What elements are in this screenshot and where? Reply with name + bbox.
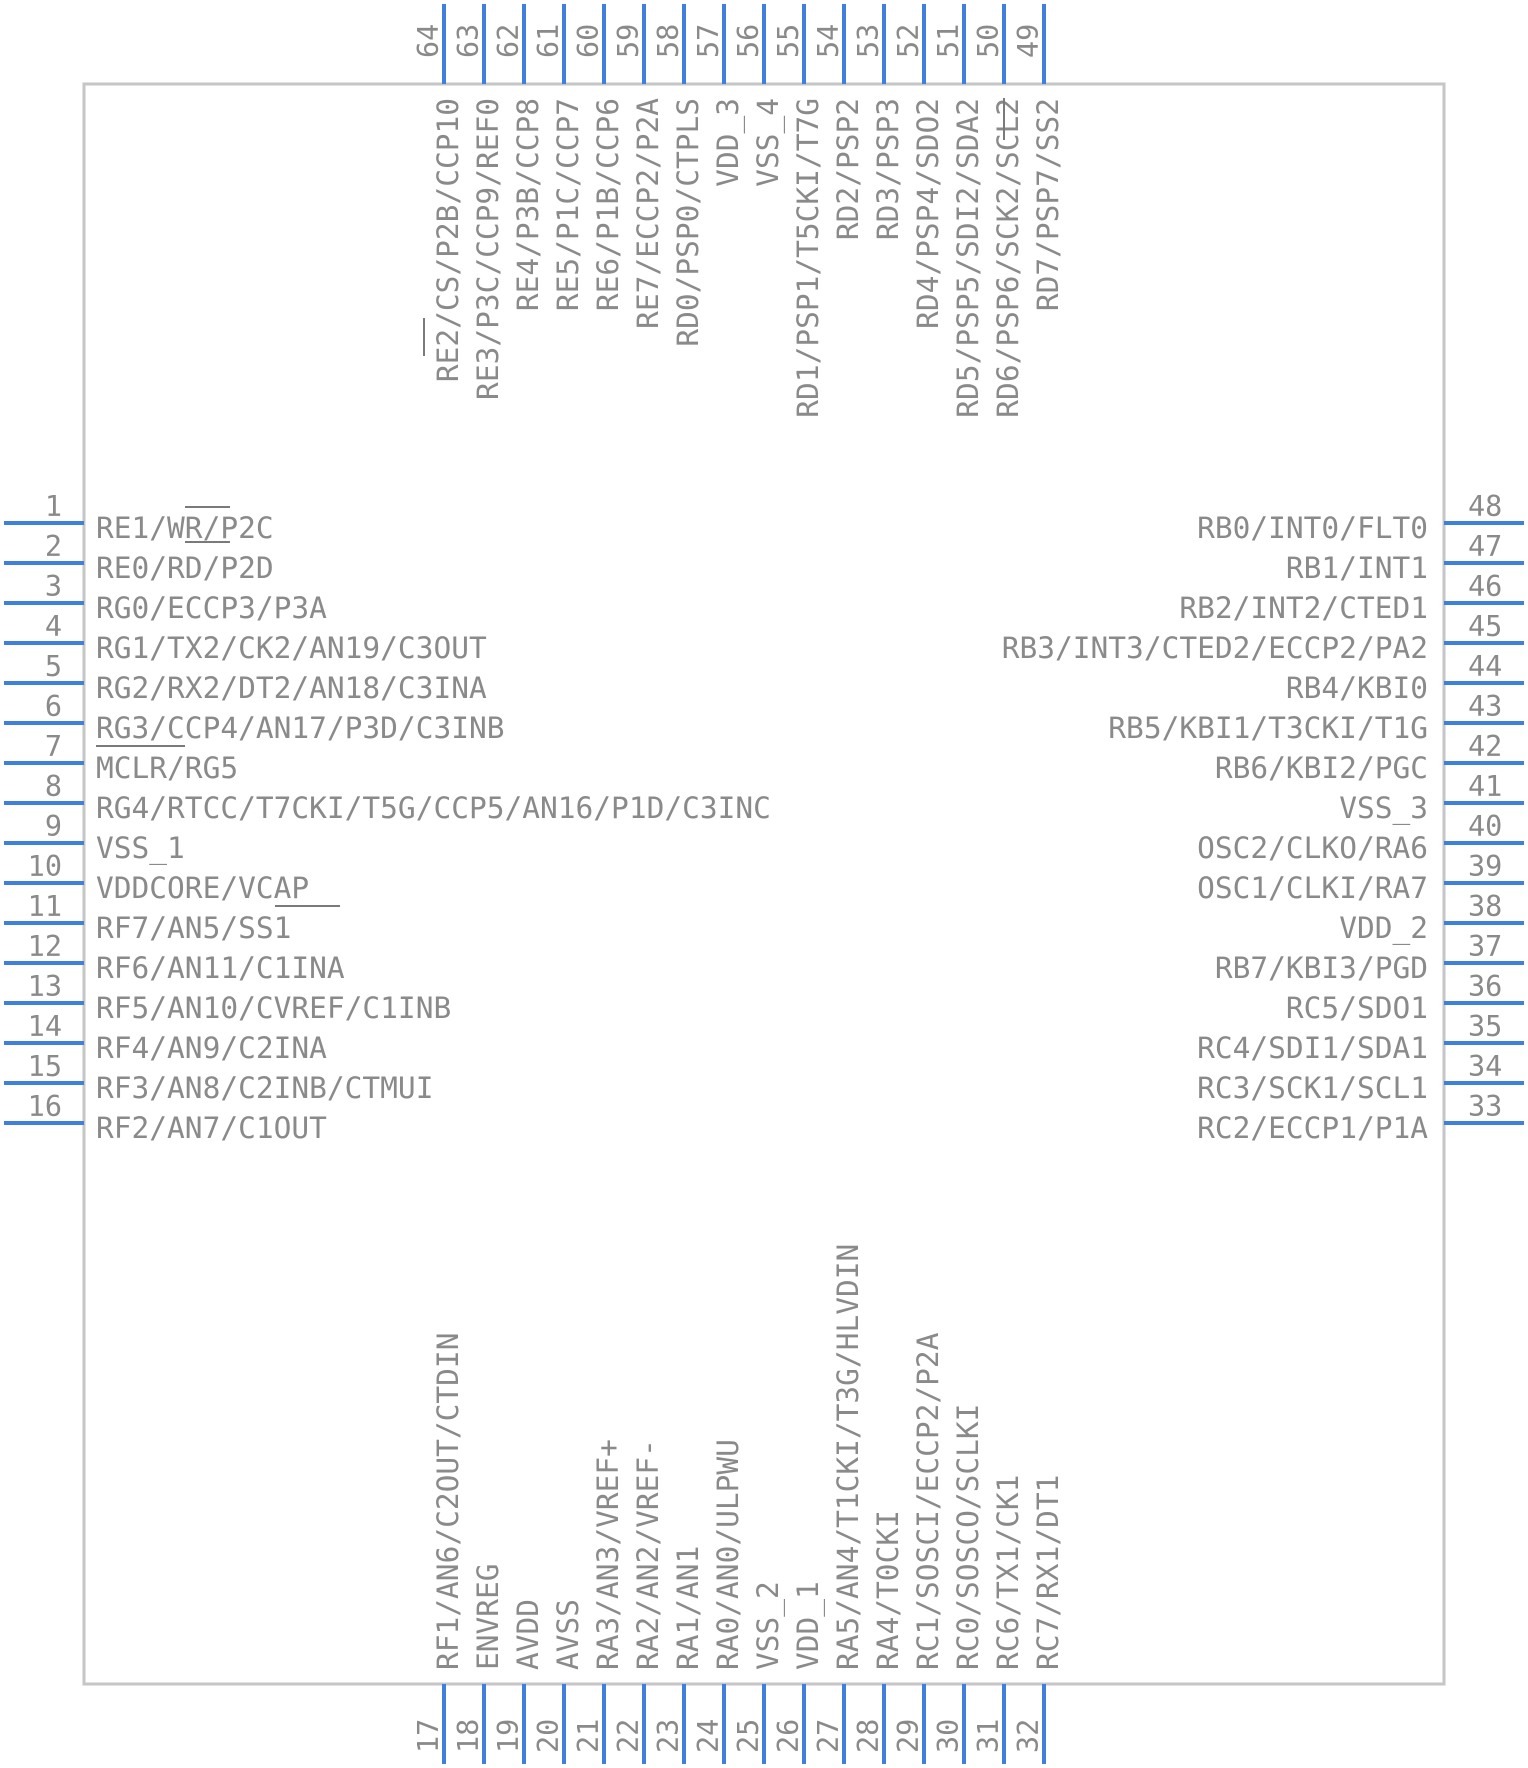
- pin-name: VDD_1: [791, 1581, 825, 1670]
- right-pin-group: [1002, 490, 1524, 1145]
- pin-number: 33: [1468, 1090, 1503, 1123]
- pin-number: 16: [27, 1090, 62, 1123]
- pin-name: RB4/KBI0: [1285, 671, 1428, 705]
- pin-name: RC0/SOSCO/SCLKI: [951, 1403, 985, 1670]
- pin-number: 2: [44, 530, 62, 563]
- pin-number: 31: [972, 1718, 1005, 1753]
- pin-number: 4: [44, 610, 62, 643]
- pin-number: 32: [1012, 1718, 1045, 1753]
- pin-number: 1: [44, 490, 62, 523]
- pin-name: VDD_2: [1339, 911, 1428, 945]
- pin-name: RE0/RD/P2D: [96, 551, 274, 585]
- pin-number: 29: [892, 1718, 925, 1753]
- pin-name: OSC2/CLKO/RA6: [1197, 831, 1428, 865]
- pin-number: 42: [1468, 730, 1503, 763]
- pin-number: 20: [532, 1718, 565, 1753]
- pin-name: RA4/T0CKI: [871, 1510, 905, 1670]
- pin-number: 39: [1468, 850, 1503, 883]
- pin-number: 45: [1468, 610, 1503, 643]
- pin-name: RG1/TX2/CK2/AN19/C3OUT: [96, 631, 487, 665]
- pin-number: 23: [652, 1718, 685, 1753]
- pin-name: RA1/AN1: [671, 1545, 705, 1670]
- pin-number: 51: [932, 23, 965, 58]
- pin-number: 26: [772, 1718, 805, 1753]
- pin-name: RF3/AN8/C2INB/CTMUI: [96, 1071, 434, 1105]
- pin-number: 40: [1468, 810, 1503, 843]
- pin-number: 9: [44, 810, 62, 843]
- pin-number: 5: [44, 650, 62, 683]
- pin-number: 30: [932, 1718, 965, 1753]
- pin-number: 49: [1012, 23, 1045, 58]
- pin-number: 38: [1468, 890, 1503, 923]
- pin-name: RE5/P1C/CCP7: [551, 98, 585, 312]
- pin-number: 28: [852, 1718, 885, 1753]
- pin-number: 60: [572, 23, 605, 58]
- pin-name: RG0/ECCP3/P3A: [96, 591, 327, 625]
- pin-name: VSS_2: [751, 1581, 785, 1670]
- pin-number: 19: [492, 1718, 525, 1753]
- pin-number: 7: [44, 730, 62, 763]
- pin-number: 59: [612, 23, 645, 58]
- pin-number: 34: [1468, 1050, 1503, 1083]
- pin-name: VSS_1: [96, 831, 185, 865]
- pin-name: RB2/INT2/CTED1: [1179, 591, 1428, 625]
- pin-name: VDD_3: [711, 98, 745, 187]
- pin-number: 48: [1468, 490, 1503, 523]
- pin-number: 21: [572, 1718, 605, 1753]
- pin-name: RB1/INT1: [1285, 551, 1428, 585]
- pin-name: RB7/KBI3/PGD: [1214, 951, 1428, 985]
- pin-number: 52: [892, 23, 925, 58]
- pin-number: 53: [852, 23, 885, 58]
- pin-number: 63: [452, 23, 485, 58]
- pin-name: RC1/SOSCI/ECCP2/P2A: [911, 1332, 945, 1670]
- pin-name: RC7/RX1/DT1: [1031, 1474, 1065, 1670]
- pin-name: RE3/P3C/CCP9/REF0: [471, 98, 505, 400]
- pin-name: ENVREG: [471, 1563, 505, 1670]
- pin-name: RF7/AN5/SS1: [96, 911, 292, 945]
- pin-name: RE1/WR/P2C: [96, 511, 274, 545]
- pin-number: 44: [1468, 650, 1503, 683]
- pin-name: RF6/AN11/C1INA: [96, 951, 345, 985]
- pin-name: RF2/AN7/C1OUT: [96, 1111, 327, 1145]
- pin-name: VDDCORE/VCAP: [96, 871, 310, 905]
- pin-number: 56: [732, 23, 765, 58]
- pin-number: 22: [612, 1718, 645, 1753]
- pin-name: RD6/PSP6/SCK2/SCL2: [991, 98, 1025, 418]
- pin-name: RE6/P1B/CCP6: [591, 98, 625, 312]
- pin-name: RD5/PSP5/SDI2/SDA2: [951, 98, 985, 418]
- pin-name: RB5/KBI1/T3CKI/T1G: [1108, 711, 1428, 745]
- pin-number: 37: [1468, 930, 1503, 963]
- pin-name: RA0/AN0/ULPWU: [711, 1439, 745, 1670]
- pin-name: VSS_4: [751, 98, 785, 187]
- pin-number: 64: [412, 23, 445, 58]
- pin-name: RF5/AN10/CVREF/C1INB: [96, 991, 452, 1025]
- pin-number: 57: [692, 23, 725, 58]
- pin-name: RD0/PSP0/CTPLS: [671, 98, 705, 347]
- pin-number: 12: [27, 930, 62, 963]
- pin-name: RG2/RX2/DT2/AN18/C3INA: [96, 671, 487, 705]
- pin-number: 27: [812, 1718, 845, 1753]
- pin-number: 11: [27, 890, 62, 923]
- pin-name: RB0/INT0/FLT0: [1197, 511, 1428, 545]
- pin-name: RA3/AN3/VREF+: [591, 1439, 625, 1670]
- pin-name: MCLR/RG5: [96, 751, 239, 785]
- pin-number: 15: [27, 1050, 62, 1083]
- bottom-pin-group: [412, 1244, 1065, 1764]
- pin-name: RC5/SDO1: [1285, 991, 1428, 1025]
- pin-number: 50: [972, 23, 1005, 58]
- pin-name: VSS_3: [1339, 791, 1428, 825]
- pin-number: 54: [812, 23, 845, 58]
- pin-number: 25: [732, 1718, 765, 1753]
- pin-name: RC6/TX1/CK1: [991, 1474, 1025, 1670]
- pin-number: 36: [1468, 970, 1503, 1003]
- pin-number: 17: [412, 1718, 445, 1753]
- pin-name: AVSS: [551, 1598, 585, 1670]
- pin-number: 61: [532, 23, 565, 58]
- pin-name: RC3/SCK1/SCL1: [1197, 1071, 1428, 1105]
- pin-name: RE4/P3B/CCP8: [511, 98, 545, 312]
- pin-number: 58: [652, 23, 685, 58]
- pin-number: 47: [1468, 530, 1503, 563]
- pin-number: 8: [44, 770, 62, 803]
- pin-name: RD7/PSP7/SS2: [1031, 98, 1065, 312]
- pin-number: 43: [1468, 690, 1503, 723]
- pin-name: RG3/CCP4/AN17/P3D/C3INB: [96, 711, 505, 745]
- pin-name: RF1/AN6/C2OUT/CTDIN: [431, 1332, 465, 1670]
- top-pin-group: [412, 4, 1065, 418]
- pin-number: 55: [772, 23, 805, 58]
- pin-number: 13: [27, 970, 62, 1003]
- pin-number: 6: [44, 690, 62, 723]
- pin-name: RE7/ECCP2/P2A: [631, 98, 665, 329]
- pin-number: 14: [27, 1010, 62, 1043]
- pin-name: RD3/PSP3: [871, 98, 905, 241]
- pin-name: RD1/PSP1/T5CKI/T7G: [791, 98, 825, 418]
- pin-name: RC2/ECCP1/P1A: [1197, 1111, 1428, 1145]
- left-pin-group: [4, 490, 771, 1145]
- pin-name: RA2/AN2/VREF-: [631, 1439, 665, 1670]
- pin-number: 18: [452, 1718, 485, 1753]
- pin-name: OSC1/CLKI/RA7: [1197, 871, 1428, 905]
- pin-number: 24: [692, 1718, 725, 1753]
- pin-number: 46: [1468, 570, 1503, 603]
- pin-name: RD4/PSP4/SDO2: [911, 98, 945, 329]
- pin-number: 3: [44, 570, 62, 603]
- pin-name: AVDD: [511, 1598, 545, 1670]
- pin-name: RF4/AN9/C2INA: [96, 1031, 327, 1065]
- pin-name: RC4/SDI1/SDA1: [1197, 1031, 1428, 1065]
- pin-name: RE2/CS/P2B/CCP10: [431, 98, 465, 383]
- pin-name: RA5/AN4/T1CKI/T3G/HLVDIN: [831, 1243, 865, 1670]
- pin-name: RD2/PSP2: [831, 98, 865, 241]
- pin-name: RB3/INT3/CTED2/ECCP2/PA2: [1001, 631, 1428, 665]
- pin-number: 41: [1468, 770, 1503, 803]
- pin-number: 62: [492, 23, 525, 58]
- pin-name: RG4/RTCC/T7CKI/T5G/CCP5/AN16/P1D/C3INC: [96, 791, 771, 825]
- pin-number: 35: [1468, 1010, 1503, 1043]
- pin-number: 10: [27, 850, 62, 883]
- pin-name: RB6/KBI2/PGC: [1214, 751, 1428, 785]
